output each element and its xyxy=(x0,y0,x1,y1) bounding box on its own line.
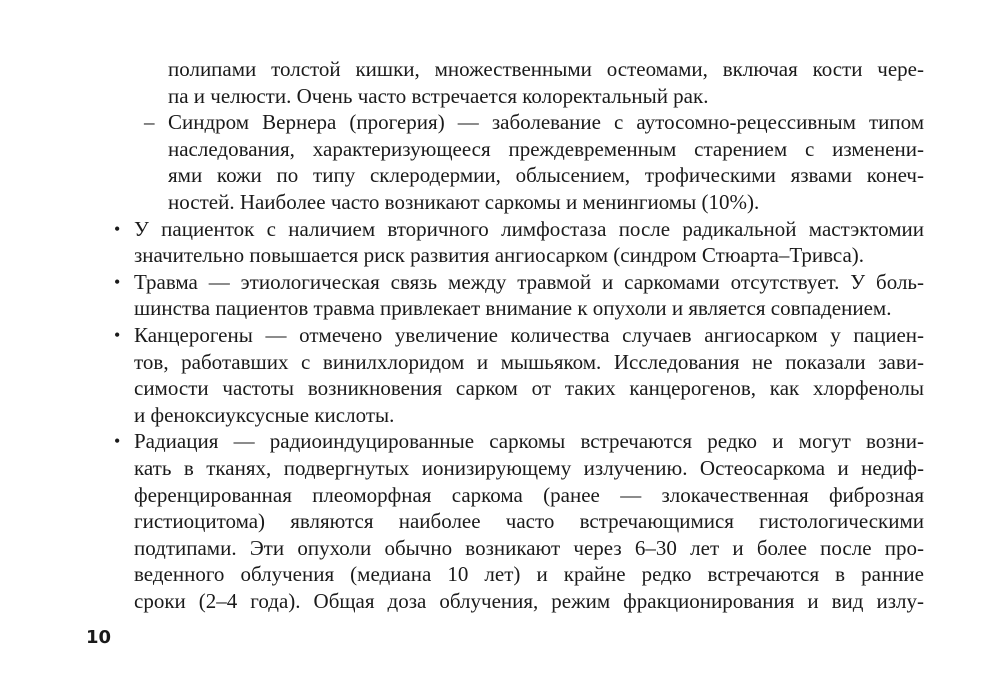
text-line: Травма — этиологическая связь между травмой и саркомами отсутствует. У боль- xyxy=(134,269,924,294)
text-line: Канцерогены — отмечено увеличение количества случаев ангиосарком у пациен- xyxy=(134,322,924,347)
text-line: полипами толстой кишки, множественными остеомами, включая кости чере- xyxy=(168,57,924,81)
text-line: Радиация — радиоиндуцированные саркомы встречаются редко и могут возни- xyxy=(134,429,924,454)
bullet-item-trauma xyxy=(112,269,924,296)
dash-marker: – xyxy=(144,110,155,135)
text-line: ностей. Наиболее часто возникают саркомы и менингиомы (10%). xyxy=(168,189,760,214)
text-line: значительно повышается риск развития ангиосарком (синдром Стюарта–Тривса). xyxy=(134,243,865,268)
text-line: и феноксиуксусные кислоты. xyxy=(134,402,395,427)
text-line: подтипами. Эти опухоли обычно возникают через 6–30 лет и более после про- xyxy=(134,535,924,560)
text-line: веденного облучения (медиана 10 лет) и крайне редко встречаются в ранние xyxy=(134,562,924,587)
text-line: наследования, характеризующееся преждевременным старением с изменени- xyxy=(168,136,924,161)
bullet-marker: • xyxy=(114,324,121,345)
bullet-marker: • xyxy=(114,218,121,239)
page-number: 10 xyxy=(86,627,112,648)
text-line: кать в тканях, подвергнутых ионизирующему излучению. Остеосаркома и недиф- xyxy=(134,455,924,480)
text-line: Синдром Вернера (прогерия) — заболевание с аутосомно-рецессивным типом xyxy=(168,110,924,135)
bullet-marker: • xyxy=(114,431,121,452)
dash-list-item-werner xyxy=(140,109,924,136)
text-line: сроки (2–4 года). Общая доза облучения, режим фракционирования и вид излу- xyxy=(134,588,924,613)
text-line: ями кожи по типу склеродермии, облысением, трофическими язвами конеч- xyxy=(168,163,924,188)
text-line: гистиоцитома) являются наиболее часто встречающимися гистологическими xyxy=(134,509,924,534)
text-line: ференцированная плеоморфная саркома (ранее — злокачественная фиброзная xyxy=(134,482,924,507)
bullet-item-carcinogens xyxy=(112,322,924,349)
bullet-item-lymphostasis xyxy=(112,216,924,243)
text-line: У пациенток с наличием вторичного лимфостаза после радикальной мастэктомии xyxy=(134,216,924,241)
body-text xyxy=(112,56,924,614)
bullet-marker: • xyxy=(114,271,121,292)
text-line: шинства пациентов травма привлекает внимание к опухоли и является совпадением. xyxy=(134,296,892,321)
text-line: па и челюсти. Очень часто встречается колоректальный рак. xyxy=(168,83,709,108)
text-line: тов, работавших с винилхлоридом и мышьяком. Исследования не показали зави- xyxy=(134,349,924,374)
text-line: симости частоты возникновения сарком от таких канцерогенов, как хлорфенолы xyxy=(134,376,924,401)
bullet-item-radiation xyxy=(112,428,924,455)
